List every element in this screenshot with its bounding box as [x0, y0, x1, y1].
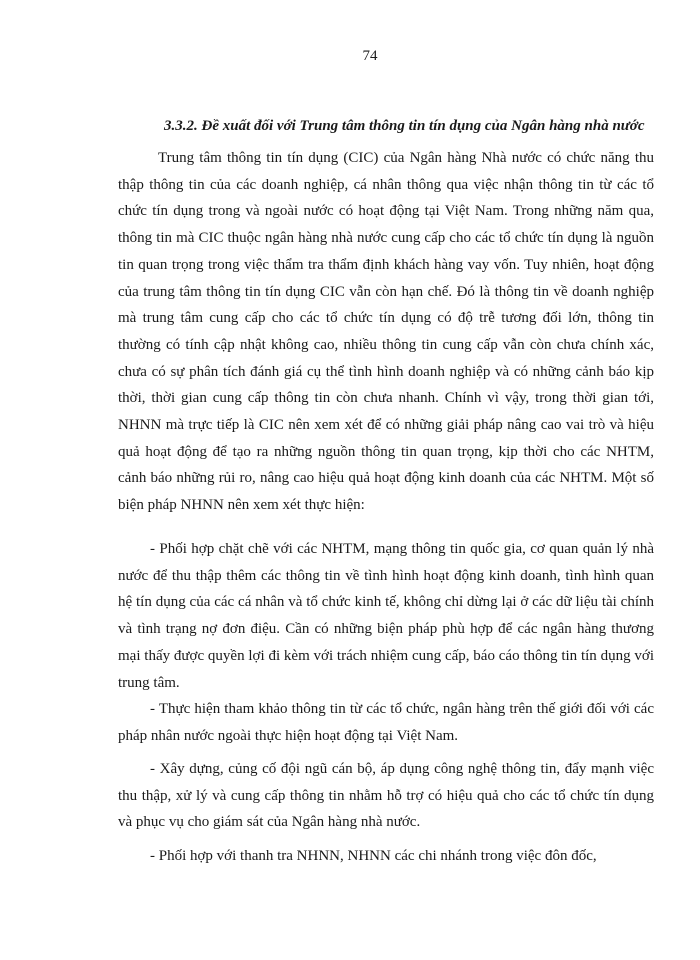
page-number: 74 [362, 48, 378, 64]
list-item: - Phối hợp chặt chẽ với các NHTM, mạng thông tin quốc gia, cơ quan quản lý nhà nước để thu thập thêm các thông tin về tình hình hoạt động kinh doanh, tình hình quan hệ tín dụng của các cá nhân và tổ chức kinh tế, không chỉ dừng lại ở các dữ liệu tài chính và tình trạng nợ đơn điệu. Cần có những biện pháp phù hợp để các ngân hàng thương mại thấy được quyền lợi đi kèm với trách nhiệm cung cấp, báo cáo thông tin tín dụng với trung tâm. [118, 541, 654, 691]
intro-paragraph: Trung tâm thông tin tín dụng (CIC) của Ngân hàng Nhà nước có chức năng thu thập thông tin của các doanh nghiệp, cá nhân thông qua việc nhận thông tin từ các tổ chức tín dụng trong và ngoài nước có hoạt động tại Việt Nam. Trong những năm qua, thông tin mà CIC thuộc ngân hàng nhà nước cung cấp cho các tổ chức tín dụng là nguồn tin quan trọng trong việc thẩm tra thẩm định khách hàng vay vốn. Tuy nhiên, hoạt động của trung tâm thông tin tín dụng CIC vẫn còn hạn chế. Đó là thông tin về doanh nghiệp mà trung tâm cung cấp cho các tổ chức tín dụng có độ trễ tương đối lớn, thông tin thường có tính cập nhật không cao, nhiều thông tin cung cấp vẫn còn chưa chính xác, chưa có sự phân tích đánh giá cụ thể tình hình doanh nghiệp và có những cảnh báo kịp thời, thời gian cung cấp thông tin còn chưa nhanh. Chính vì vậy, trong thời gian tới, NHNN mà trực tiếp là CIC nên xem xét để có những giải pháp nâng cao vai trò và hiệu quả hoạt động để tạo ra những nguồn thông tin quan trọng, kịp thời cho các NHTM, cảnh báo những rủi ro, nâng cao hiệu quả hoạt động kinh doanh của các NHTM. Một số biện pháp NHNN nên xem xét thực hiện: [118, 150, 654, 514]
section-heading: 3.3.2. Đề xuất đối với Trung tâm thông tin tín dụng của Ngân hàng nhà nước [164, 118, 645, 134]
list-item: - Phối hợp với thanh tra NHNN, NHNN các chi nhánh trong việc đôn đốc, [150, 848, 597, 864]
list-item: - Thực hiện tham khảo thông tin từ các tổ chức, ngân hàng trên thế giới đối với các pháp nhân nước ngoài thực hiện hoạt động tại Việt Nam. [118, 701, 654, 744]
list-item: - Xây dựng, củng cố đội ngũ cán bộ, áp dụng công nghệ thông tin, đẩy mạnh việc thu thập, xử lý và cung cấp thông tin nhằm hỗ trợ có hiệu quả cho các tổ chức tín dụng và phục vụ cho giám sát của Ngân hàng nhà nước. [118, 761, 654, 831]
